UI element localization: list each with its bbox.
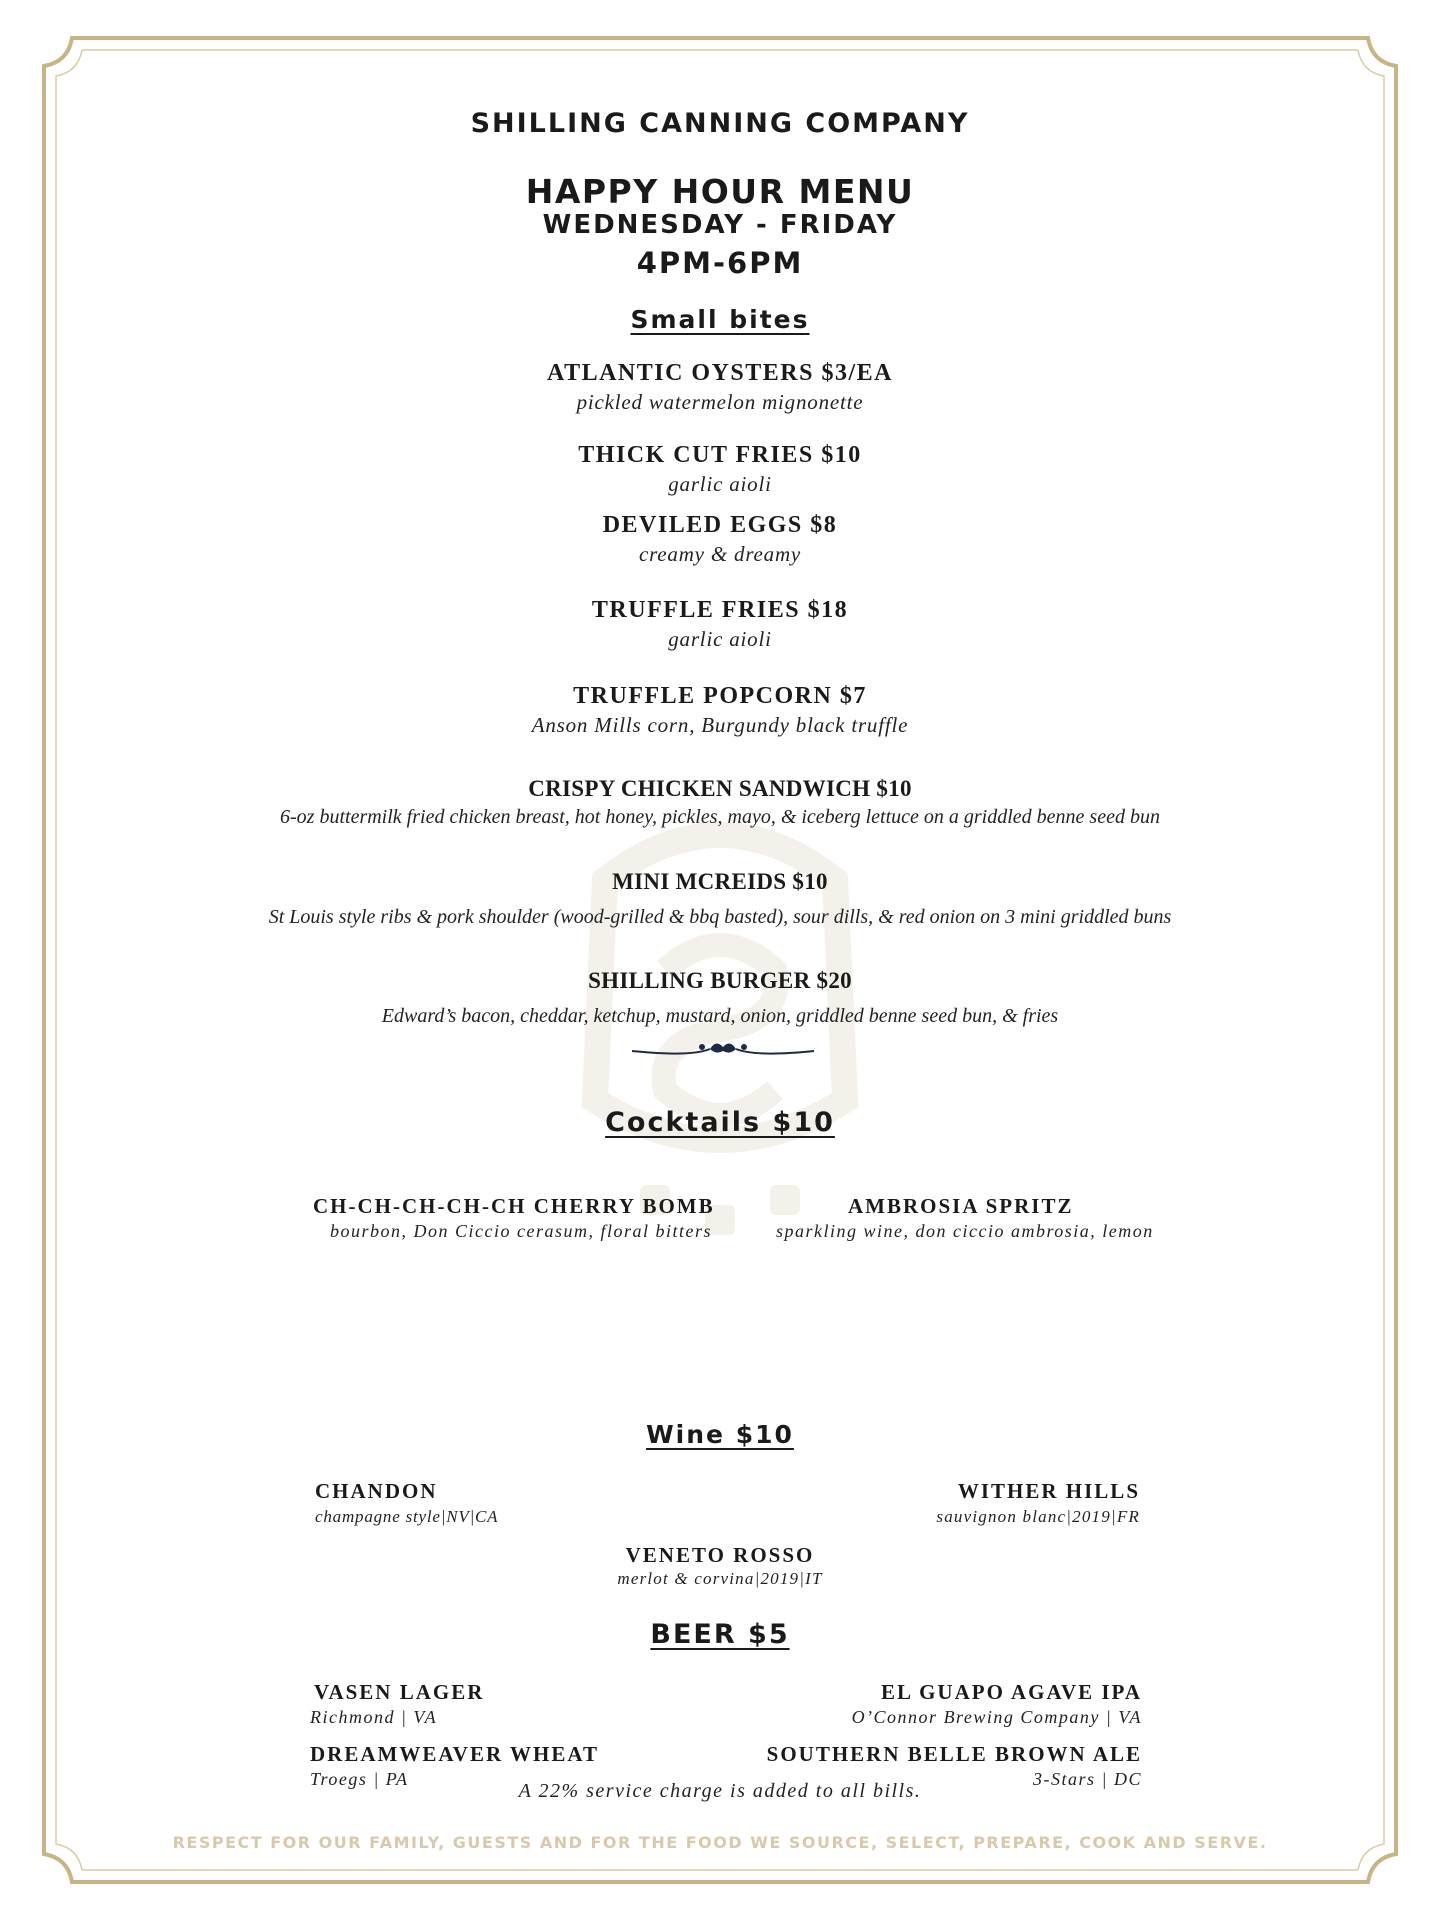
service-charge-note: A 22% service charge is added to all bills. bbox=[518, 1780, 922, 1802]
beer-name: EL GUAPO AGAVE IPA bbox=[880, 1680, 1142, 1704]
beer-name: VASEN LAGER bbox=[314, 1680, 485, 1704]
section-heading-cocktails: Cocktails $10 bbox=[605, 1107, 835, 1138]
cocktail-description: bourbon, Don Ciccio cerasum, floral bitters bbox=[330, 1221, 712, 1241]
menu-item-description: Edward’s bacon, cheddar, ketchup, mustard, onion, griddled benne seed bun, & fries bbox=[381, 1005, 1059, 1027]
menu-item-name: ATLANTIC OYSTERS $3/EA bbox=[547, 360, 893, 386]
menu-item-description: Anson Mills corn, Burgundy black truffle bbox=[531, 713, 909, 737]
section-heading-small-bites: Small bites bbox=[630, 305, 810, 334]
cocktail-name: AMBROSIA SPRITZ bbox=[848, 1194, 1074, 1218]
section-heading-beer: BEER $5 bbox=[650, 1619, 790, 1650]
beer-description: Troegs | PA bbox=[310, 1769, 409, 1789]
beer-name: SOUTHERN BELLE BROWN ALE bbox=[766, 1742, 1142, 1766]
menu-item-description: creamy & dreamy bbox=[638, 542, 802, 566]
menu-item-name: DEVILED EGGS $8 bbox=[602, 512, 838, 538]
menu-item-name: CRISPY CHICKEN SANDWICH $10 bbox=[528, 776, 912, 801]
menu-item-description: St Louis style ribs & pork shoulder (wood-grilled & bbq basted), sour dills, & red onion on 3 mini griddled buns bbox=[268, 906, 1172, 928]
beer-description: Richmond | VA bbox=[310, 1707, 438, 1727]
cocktail-description: sparkling wine, don ciccio ambrosia, lemon bbox=[776, 1221, 1154, 1241]
flourish-divider bbox=[630, 1035, 816, 1063]
menu-item-name: SHILLING BURGER $20 bbox=[588, 968, 852, 993]
cocktail-name: CH-CH-CH-CH-CH CHERRY BOMB bbox=[313, 1194, 715, 1218]
menu-item-name: THICK CUT FRIES $10 bbox=[578, 442, 862, 468]
menu-title: HAPPY HOUR MENU bbox=[525, 172, 915, 211]
menu-hours: 4PM-6PM bbox=[636, 246, 804, 280]
menu-item-name: MINI MCREIDS $10 bbox=[612, 869, 828, 894]
restaurant-name: SHILLING CANNING COMPANY bbox=[470, 108, 970, 139]
wine-description: merlot & corvina|2019|IT bbox=[617, 1569, 823, 1588]
section-heading-wine: Wine $10 bbox=[646, 1420, 794, 1449]
menu-item-name: TRUFFLE FRIES $18 bbox=[591, 597, 849, 623]
wine-name: WITHER HILLS bbox=[957, 1479, 1140, 1503]
menu-item-description: garlic aioli bbox=[668, 627, 772, 651]
wine-description: sauvignon blanc|2019|FR bbox=[936, 1507, 1140, 1526]
beer-description: O’Connor Brewing Company | VA bbox=[851, 1707, 1142, 1727]
wine-name: VENETO ROSSO bbox=[625, 1543, 815, 1567]
beer-name: DREAMWEAVER WHEAT bbox=[310, 1742, 599, 1766]
menu-days: WEDNESDAY - FRIDAY bbox=[542, 210, 898, 240]
menu-item-name: TRUFFLE POPCORN $7 bbox=[573, 683, 867, 709]
menu-item-description: 6-oz buttermilk fried chicken breast, hot honey, pickles, mayo, & iceberg lettuce on a griddled benne seed bun bbox=[280, 806, 1160, 828]
beer-description: 3-Stars | DC bbox=[1033, 1769, 1142, 1789]
wine-description: champagne style|NV|CA bbox=[315, 1507, 499, 1526]
menu-item-description: garlic aioli bbox=[668, 472, 772, 496]
menu-item-description: pickled watermelon mignonette bbox=[576, 390, 864, 414]
wine-name: CHANDON bbox=[315, 1479, 438, 1503]
footer-tagline: RESPECT FOR OUR FAMILY, GUESTS AND FOR THE FOOD WE SOURCE, SELECT, PREPARE, COOK AND SERVE. bbox=[172, 1833, 1268, 1852]
